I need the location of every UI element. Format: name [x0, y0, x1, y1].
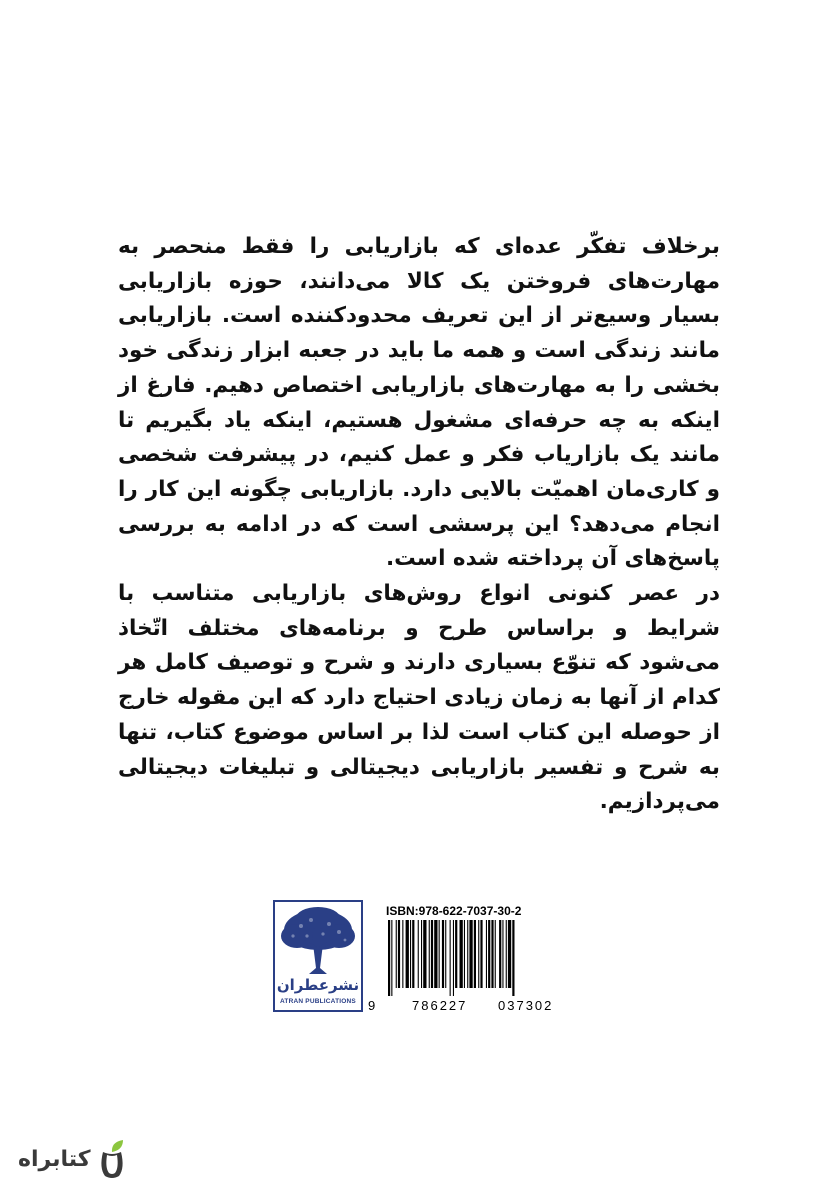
barcode-bar — [469, 920, 472, 988]
barcode-prefix-digit: 9 — [368, 998, 376, 1013]
barcode-bar — [488, 920, 490, 988]
barcode-bar — [512, 920, 514, 996]
leaf-book-icon — [95, 1138, 129, 1180]
barcode-bar — [474, 920, 476, 988]
barcode-bar — [418, 920, 419, 988]
barcode-bar — [495, 920, 496, 988]
barcode-bar — [480, 920, 482, 988]
barcode-bar — [406, 920, 409, 988]
publisher-name-en: ATRAN PUBLICATIONS — [280, 998, 356, 1005]
store-watermark — [18, 1138, 129, 1180]
barcode-bar — [508, 920, 511, 988]
barcode-bar — [421, 920, 422, 988]
barcode-bar — [450, 920, 451, 996]
barcode-bar — [442, 920, 444, 988]
barcode-bar — [391, 920, 392, 996]
barcode-bar — [506, 920, 507, 988]
store-name: کتابراه — [18, 1146, 91, 1172]
barcode-bar — [502, 920, 503, 988]
barcode-bar — [410, 920, 411, 988]
publisher-logo — [273, 900, 363, 1012]
barcode-bar — [423, 920, 426, 988]
barcode — [386, 920, 564, 996]
barcode-bar — [453, 920, 454, 996]
barcode-bar — [388, 920, 390, 996]
isbn-label: ISBN:978-622-7037-30-2 — [386, 904, 522, 918]
barcode-bar — [402, 920, 403, 988]
barcode-bar — [464, 920, 465, 988]
barcode-bar — [439, 920, 440, 988]
paragraph-1: برخلاف تفکّر عده‌ای که بازاریابی را فقط منحصر به مهارت‌های فروختن یک کالا می‌دانند، حوزه بازاریابی بسیار وسیع‌تر از این تعریف محدودکننده است. بازاریابی مانند زندگی است و همه ما باید در جعبه ابزار زندگی خود بخشی را به مهارت‌های بازاریابی اختصاص دهیم. فارغ از اینکه به چه حرفه‌ای مشغول هستیم، اینکه یاد بگیریم تا مانند یک بازاریاب فکر و عمل کنیم، در پیشرفت شخصی و کاری‌مان اهمیّت بالایی دارد. بازاریابی چگونه این کار را انجام می‌دهد؟ این پرسشی است که در ادامه به بررسی پاسخ‌های آن پرداخته شده است. — [118, 234, 720, 572]
barcode-bar — [434, 920, 437, 988]
barcode-bar — [499, 920, 501, 988]
barcode-bar — [486, 920, 487, 988]
barcode-bar — [467, 920, 468, 988]
barcode-left-digits: 786227 — [412, 998, 468, 1013]
publisher-name-fa: نشرعطران — [276, 976, 360, 994]
back-cover-text — [118, 230, 720, 820]
barcode-bar — [445, 920, 446, 988]
barcode-bar — [478, 920, 479, 988]
barcode-bar — [455, 920, 457, 988]
paragraph-2: در عصر کنونی انواع روش‌های بازاریابی متناسب با شرایط و براساس طرح و برنامه‌های مختلف اتّخاذ می‌شود که تنوّع بسیاری دارند و شرح و توصیف کامل هر کدام از آنها به زمان زیادی احتیاج دارد که این مقوله خارج از حوصله این کتاب است لذا بر اساس موضوع کتاب، تنها به شرح و تفسیر بازاریابی دیجیتالی و تبلیغات دیجیتالی می‌پردازیم. — [118, 581, 720, 815]
barcode-bar — [398, 920, 400, 988]
barcode-bar — [429, 920, 430, 988]
barcode-bar — [431, 920, 433, 988]
barcode-bar — [460, 920, 463, 988]
barcode-bar — [396, 920, 397, 988]
barcode-bar — [412, 920, 414, 988]
tree-icon — [279, 906, 357, 976]
barcode-bar — [491, 920, 493, 988]
barcode-right-digits: 037302 — [498, 998, 554, 1013]
